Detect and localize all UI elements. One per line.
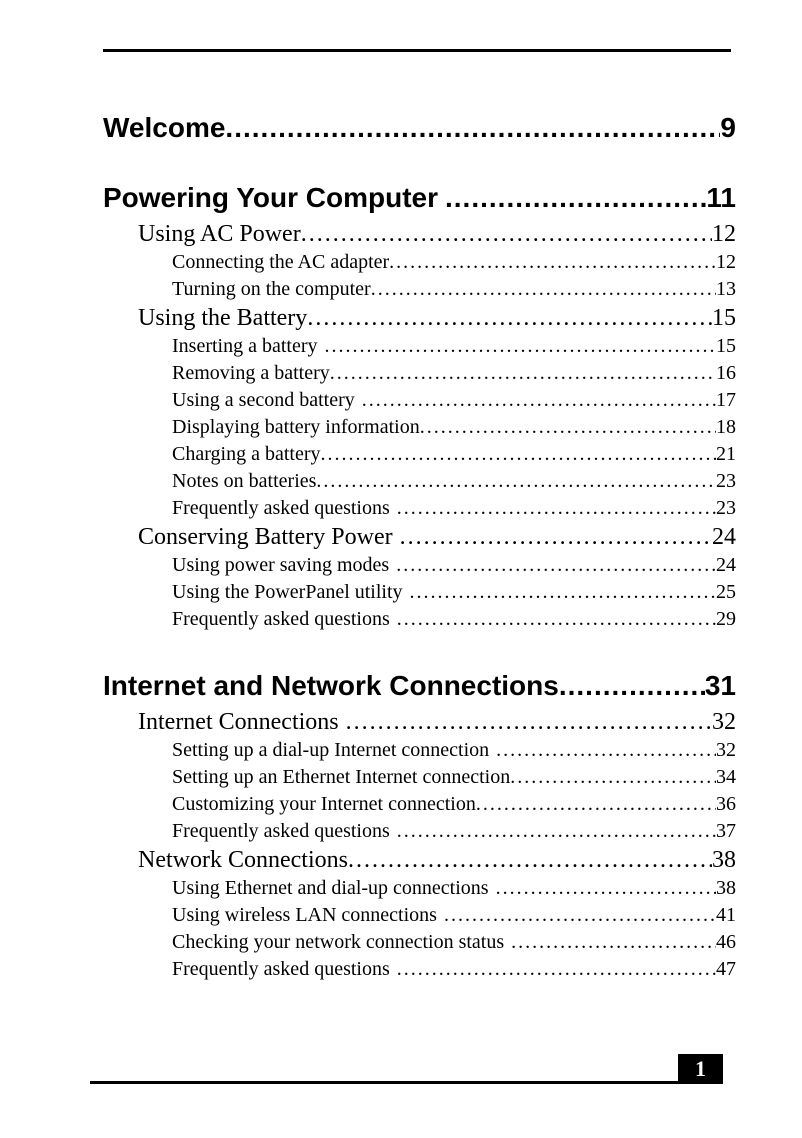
toc-leader-dots xyxy=(496,737,716,764)
toc-entry[interactable] xyxy=(103,818,736,845)
toc-entry-page: 24 xyxy=(716,554,736,576)
toc-entry-title: Using the PowerPanel utility xyxy=(172,581,403,603)
toc-entry-title: Charging a battery xyxy=(172,443,321,465)
toc-leader-dots xyxy=(330,360,716,387)
toc-entry-page: 12 xyxy=(716,251,736,273)
toc-entry[interactable] xyxy=(103,522,736,552)
toc-entry[interactable] xyxy=(103,956,736,983)
toc-entry[interactable] xyxy=(103,303,736,333)
toc-entry-page: 13 xyxy=(716,278,736,300)
toc-entry-title: Powering Your Computer xyxy=(103,182,438,213)
toc-leader-dots xyxy=(389,249,716,276)
toc-entry-title: Internet and Network Connections xyxy=(103,670,559,701)
toc-entry-page: 29 xyxy=(716,608,736,630)
toc-entry-page: 15 xyxy=(712,305,736,331)
toc-leader-dots xyxy=(316,468,716,495)
toc-entry-page: 9 xyxy=(720,112,736,143)
toc-entry[interactable] xyxy=(103,902,736,929)
toc-entry-page: 47 xyxy=(716,958,736,980)
toc-entry-page: 11 xyxy=(706,182,736,213)
toc-entry-title: Welcome xyxy=(103,112,226,143)
toc-entry[interactable] xyxy=(103,764,736,791)
toc-entry-title: Checking your network connection status xyxy=(172,931,505,953)
toc-entry-page: 23 xyxy=(716,497,736,519)
toc-entry-title: Frequently asked questions xyxy=(172,820,390,842)
toc-entry-page: 32 xyxy=(716,739,736,761)
toc-entry-title: Displaying battery information xyxy=(172,416,420,438)
toc-entry[interactable] xyxy=(103,606,736,633)
toc-entry[interactable] xyxy=(103,414,736,441)
toc-entry-page: 21 xyxy=(716,443,736,465)
toc-entry[interactable] xyxy=(103,579,736,606)
toc-leader-dots xyxy=(400,522,712,552)
toc-entry-title: Removing a battery xyxy=(172,362,330,384)
toc-entry-title: Customizing your Internet connection xyxy=(172,793,476,815)
toc-entry-title: Frequently asked questions xyxy=(172,497,390,519)
toc-entry-page: 37 xyxy=(716,820,736,842)
toc-entry[interactable] xyxy=(103,737,736,764)
toc-entry[interactable] xyxy=(103,468,736,495)
toc-entry-page: 38 xyxy=(712,847,736,873)
toc-entry[interactable] xyxy=(103,387,736,414)
toc-entry-title: Using a second battery xyxy=(172,389,355,411)
toc-leader-dots xyxy=(225,111,720,145)
toc-entry-title: Internet Connections xyxy=(138,709,339,735)
table-of-contents xyxy=(103,111,736,983)
toc-entry[interactable] xyxy=(103,552,736,579)
toc-entry-title: Using AC Power xyxy=(138,221,301,247)
toc-leader-dots xyxy=(396,552,716,579)
toc-entry-page: 46 xyxy=(716,931,736,953)
toc-leader-dots xyxy=(371,276,716,303)
toc-leader-dots xyxy=(301,219,712,249)
toc-entry[interactable] xyxy=(103,669,736,703)
toc-entry-page: 15 xyxy=(716,335,736,357)
toc-leader-dots xyxy=(496,875,716,902)
toc-leader-dots xyxy=(445,181,706,215)
toc-entry-page: 41 xyxy=(716,904,736,926)
toc-entry[interactable] xyxy=(103,875,736,902)
toc-entry-title: Conserving Battery Power xyxy=(138,524,393,550)
toc-leader-dots xyxy=(476,791,716,818)
toc-entry[interactable] xyxy=(103,181,736,215)
toc-entry-title: Using Ethernet and dial-up connections xyxy=(172,877,489,899)
toc-entry-page: 34 xyxy=(716,766,736,788)
toc-entry[interactable] xyxy=(103,333,736,360)
toc-entry-title: Setting up a dial-up Internet connection xyxy=(172,739,490,761)
toc-leader-dots xyxy=(397,495,716,522)
toc-entry-title: Using wireless LAN connections xyxy=(172,904,437,926)
toc-entry[interactable] xyxy=(103,495,736,522)
toc-entry[interactable] xyxy=(103,441,736,468)
toc-entry-title: Connecting the AC adapter xyxy=(172,251,390,273)
page-number-badge: 1 xyxy=(678,1054,723,1084)
toc-leader-dots xyxy=(511,929,716,956)
toc-leader-dots xyxy=(444,902,716,929)
toc-entry-title: Using power saving modes xyxy=(172,554,390,576)
toc-entry-title: Turning on the computer xyxy=(172,278,371,300)
toc-leader-dots xyxy=(307,303,712,333)
toc-leader-dots xyxy=(420,414,716,441)
toc-entry-page: 25 xyxy=(716,581,736,603)
toc-leader-dots xyxy=(559,669,705,703)
toc-entry-title: Setting up an Ethernet Internet connection xyxy=(172,766,511,788)
toc-leader-dots xyxy=(320,441,716,468)
toc-entry[interactable] xyxy=(103,249,736,276)
toc-entry-title: Notes on batteries xyxy=(172,470,317,492)
toc-entry-title: Network Connections xyxy=(138,847,348,873)
toc-entry-title: Inserting a battery xyxy=(172,335,318,357)
toc-entry[interactable] xyxy=(103,111,736,145)
toc-entry-page: 16 xyxy=(716,362,736,384)
toc-entry[interactable] xyxy=(103,929,736,956)
toc-entry-page: 32 xyxy=(712,709,736,735)
toc-entry[interactable] xyxy=(103,276,736,303)
toc-leader-dots xyxy=(397,818,716,845)
toc-entry[interactable] xyxy=(103,219,736,249)
top-rule xyxy=(103,49,731,52)
toc-leader-dots xyxy=(346,707,712,737)
toc-leader-dots xyxy=(348,845,712,875)
toc-entry[interactable] xyxy=(103,845,736,875)
toc-entry-title: Frequently asked questions xyxy=(172,608,390,630)
toc-entry-page: 24 xyxy=(712,524,736,550)
toc-entry-page: 12 xyxy=(712,221,736,247)
toc-leader-dots xyxy=(397,956,716,983)
toc-entry[interactable] xyxy=(103,360,736,387)
toc-entry-title: Using the Battery xyxy=(138,305,308,331)
toc-leader-dots xyxy=(362,387,716,414)
toc-entry-title: Frequently asked questions xyxy=(172,958,390,980)
toc-entry-page: 18 xyxy=(716,416,736,438)
toc-leader-dots xyxy=(397,606,716,633)
toc-entry-page: 36 xyxy=(716,793,736,815)
toc-entry[interactable] xyxy=(103,791,736,818)
toc-entry[interactable] xyxy=(103,707,736,737)
toc-entry-page: 23 xyxy=(716,470,736,492)
toc-entry-page: 17 xyxy=(716,389,736,411)
toc-leader-dots xyxy=(325,333,717,360)
toc-leader-dots xyxy=(510,764,716,791)
toc-entry-page: 31 xyxy=(704,670,736,701)
toc-entry-page: 38 xyxy=(716,877,736,899)
toc-leader-dots xyxy=(410,579,716,606)
bottom-rule xyxy=(90,1081,723,1084)
